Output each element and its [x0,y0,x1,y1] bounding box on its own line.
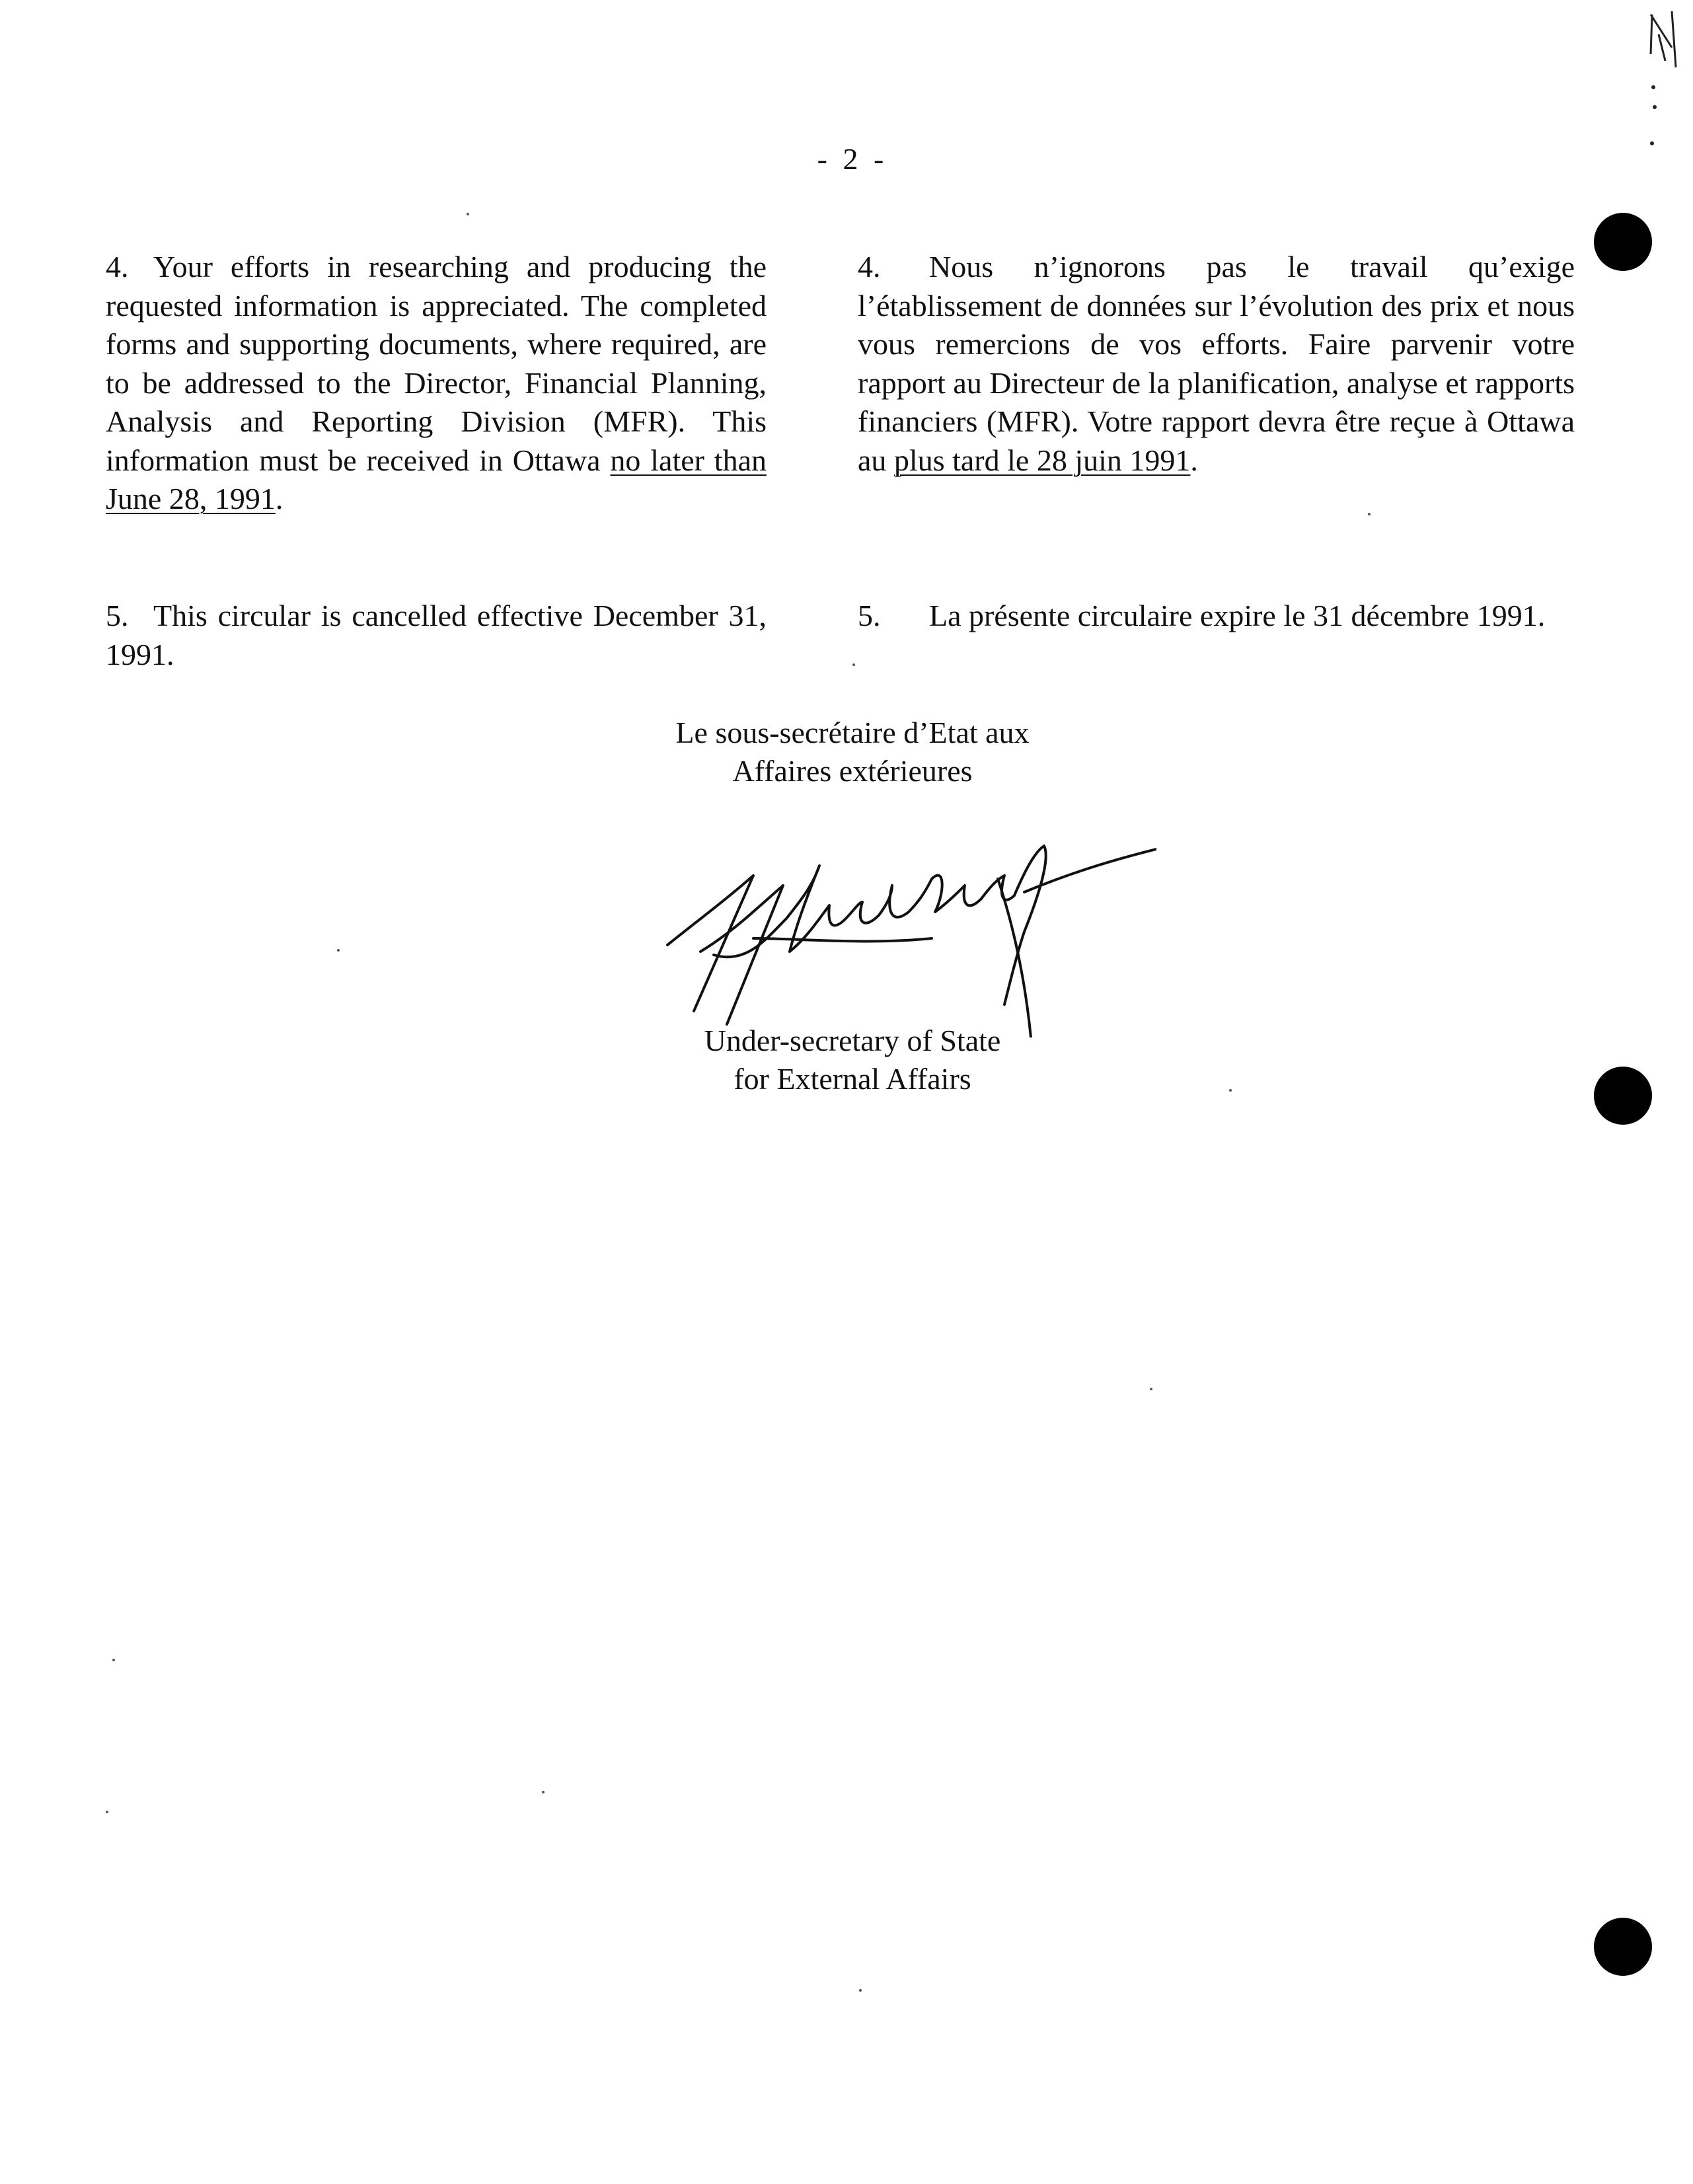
paragraph-text: La présente circulaire expire le 31 décembre 1991. [929,599,1546,632]
signatory-title-line: Le sous-secrétaire d’Etat aux [675,716,1030,749]
scan-speck [1229,1089,1232,1092]
deadline-text: no later than June 28, 1991 [106,443,767,515]
signatory-title-line: Under-secretary of State [704,1024,1001,1057]
paragraph-number: 4. [858,250,881,283]
signatory-title-french [582,714,1123,790]
handwritten-signature [654,839,1156,1037]
signatory-title-line: for External Affairs [734,1062,971,1096]
scan-speck [1150,1388,1152,1390]
paragraph-5-english [106,597,767,674]
paragraph-text: This circular is cancelled effective December 31, 1991. [106,599,767,671]
paragraph-4-english [106,248,767,519]
paragraph-number: 5. [106,599,129,632]
signatory-title-english [582,1022,1123,1098]
page-number: - 2 - [817,142,888,176]
paragraph-end: . [275,482,283,515]
punch-hole [1594,213,1652,271]
scan-edge-mark [1645,8,1688,153]
signatory-title-line: Affaires extérieures [732,754,973,788]
paragraph-4-french [858,248,1575,480]
scan-speck [106,1811,108,1813]
scan-speck [467,213,469,215]
paragraph-number: 5. [858,599,881,632]
paragraph-end: . [1190,443,1198,477]
punch-hole [1594,1918,1652,1976]
punch-hole [1594,1067,1652,1125]
deadline-text: plus tard le 28 juin 1991 [893,443,1191,477]
scan-speck [542,1791,545,1793]
paragraph-number: 4. [106,250,129,283]
paragraph-text: Nous n’ignorons pas le travail qu’exige l’établissement de données sur l’évolution des prix et nous vous remercions de vos efforts. Faire parvenir votre rapport au Directeur de la planification, analyse et rapports financiers (MFR). Votre rapport devra être reçue à Ottawa au [858,250,1575,477]
scan-speck [112,1659,115,1661]
scan-speck [859,1989,862,1992]
scan-speck [852,663,855,666]
paragraph-5-french [858,597,1575,636]
scan-speck [1368,513,1371,515]
paragraph-text: Your efforts in researching and producing the requested information is appreciated. The completed forms and supporting documents, where required, are to be addressed to the Director, Financial Planning, Analysis and Reporting Division (MFR). This information must be received in Ottawa [106,250,767,477]
scan-speck [337,949,340,952]
